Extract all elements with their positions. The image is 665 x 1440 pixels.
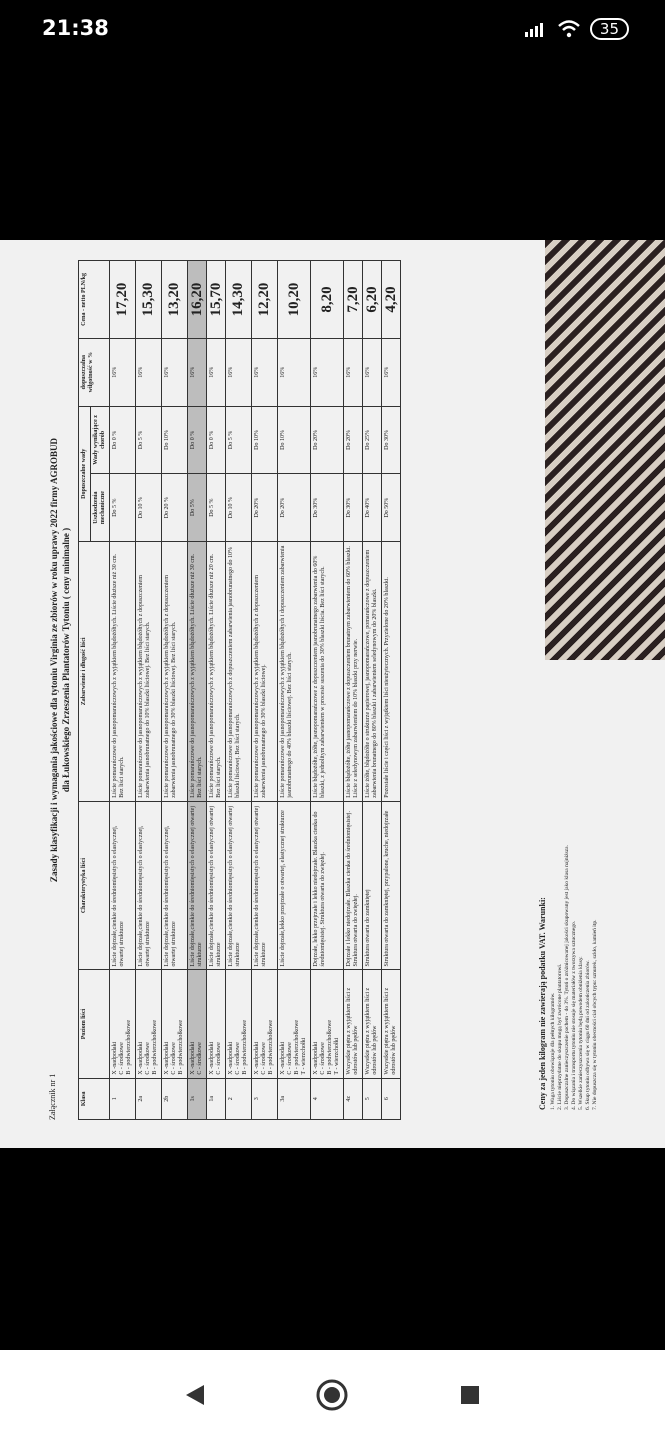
cell-klasa: 1a [207, 1078, 226, 1119]
cell-klasa: 1s [188, 1078, 207, 1119]
cell-uszkodzenia: Do 5 % [110, 474, 136, 542]
cell-wilgotnosc: 16% [162, 338, 188, 406]
recents-button[interactable] [450, 1375, 490, 1415]
cell-cena: 4,20 [382, 261, 401, 339]
status-icons [524, 18, 629, 40]
header-wilgotnosc: dopuszczalna wilgotność w % [79, 338, 110, 406]
table-row [311, 261, 344, 1120]
cell-wilgotnosc: 16% [188, 338, 207, 406]
document-title [48, 310, 72, 1010]
annex-label: Załącznik nr 1 [48, 1073, 57, 1120]
cell-charakterystyka: Struktura otwarta do zamkniętej [363, 801, 382, 970]
cell-charakterystyka: Struktura otwarta do zamkniętej, przypalone, kruche, niedojrzałe [382, 801, 401, 970]
cell-wilgotnosc: 16% [311, 338, 344, 406]
title-line-1: Zasady klasyfikacji i wymagania jakościowe dla tytoniu Virginia ze zbiorów w roku uprawy 2022 firmy AGROBUD [49, 437, 59, 883]
cell-wady: Do 20% [344, 406, 363, 474]
cell-wilgotnosc: 16% [252, 338, 278, 406]
table-row [136, 261, 162, 1120]
cell-uszkodzenia: Do 30% [344, 474, 363, 542]
cell-charakterystyka: Liście dojrzałe,lekko przejrzałe o otwartej, elastycznej strukturze [278, 801, 311, 970]
cell-zabarwienie: Liście pomarańczowe do jasnopomarańczowych z wyjątkiem błądożółtych z dopuszczeniem zabarwienia jasnobrunatnego do 30% blaszki liściowej. Bez liści starych. [162, 541, 188, 801]
cell-uszkodzenia: Do 10 % [226, 474, 252, 542]
cell-cena: 13,20 [162, 261, 188, 339]
status-bar [0, 0, 665, 60]
back-icon [184, 1383, 206, 1407]
cell-uszkodzenia: Do 10 % [136, 474, 162, 542]
cell-charakterystyka: Liście dojrzałe,cienkie do średniomięsistych o elastycznej, otwartej strukturze [162, 801, 188, 970]
table-body [110, 261, 401, 1120]
cell-charakterystyka: Liście dojrzałe,cienkie do średniomięsistych o elastycznej otwartej strukturze [252, 801, 278, 970]
wifi-icon [558, 20, 580, 38]
cell-charakterystyka: Dojrzałe i lekko niedojrzałe. Blaszka cienka do średniomięsistej. Struktura otwarta do zwięzłej. [344, 801, 363, 970]
note-item: 7. Nie dopuszcza się w tytoniu obecności ciał obcych typu: sznurek, szkło, kamień itp. [592, 919, 598, 1110]
cell-poziom: X -nadpodaki C - środkowe [188, 970, 207, 1078]
cell-poziom: X -nadpodaki C - środkowe [207, 970, 226, 1078]
header-klasa: Klasa [79, 1078, 110, 1119]
notes-list [550, 260, 599, 1110]
battery-icon: 35 [590, 18, 629, 40]
cell-cena: 15,30 [136, 261, 162, 339]
signal-icon [524, 21, 548, 37]
cell-zabarwienie: Liście pomarańczowe do jasnopomarańczowych z wyjątkiem błądożółtych. Liście dłuższe niż 20 cm. Bez liści starych. [207, 541, 226, 801]
note-item: 5. Wszelkie zanieczyszczenia tytoniu będą powodem obniżenia klasy. [578, 956, 584, 1110]
table-row [162, 261, 188, 1120]
table-row [110, 261, 136, 1120]
cell-poziom: X -nadpodaki C - środkowe B - podwierzchołkowe [110, 970, 136, 1078]
cell-uszkodzenia: Do 20% [278, 474, 311, 542]
back-button[interactable] [175, 1375, 215, 1415]
cell-charakterystyka: Liście dojrzałe,cienkie do średniomięsistych o elastycznej otwartej strukturze [226, 801, 252, 970]
cell-wady: Do 10% [252, 406, 278, 474]
cell-wady: Do 0 % [188, 406, 207, 474]
cell-poziom: Wszystkie piętra z wyjątkiem liści z odrostów lub pędów [363, 970, 382, 1078]
cell-charakterystyka: Dojrzałe, lekko przejrzałe i lekko niedojrzałe. Blaszka cienka do średniomięsistej. Struktura otwarta do zwięzłej. [311, 801, 344, 970]
cell-wilgotnosc: 16% [363, 338, 382, 406]
cell-charakterystyka: Liście dojrzałe,cienkie do średniomięsistych o elastycznej, otwartej strukturze [110, 801, 136, 970]
cell-wady: Do 0 % [110, 406, 136, 474]
table-row [278, 261, 311, 1120]
header-wady: Wady wynikające z chorób [91, 406, 110, 474]
header-zabarwienie: Zabarwienie i długość liści [79, 541, 110, 801]
cell-wady: Do 10% [162, 406, 188, 474]
cell-poziom: X -nadpodaki C - środkowe B - podwierzchołkowe [252, 970, 278, 1078]
cell-poziom: X -nadpodaki C - środkowe B - podwierzchołkowe T - wierzchołki [311, 970, 344, 1078]
cell-klasa: 3 [252, 1078, 278, 1119]
title-line-2: dla Łukowskiego Zrzeszenia Plantatorów Tytoniu ( ceny minimalne ) [61, 527, 71, 793]
cell-cena: 6,20 [363, 261, 382, 339]
cell-klasa: 1 [110, 1078, 136, 1119]
cell-wady: Do 5 % [226, 406, 252, 474]
header-cena: Cena - netto PLN/kg [79, 261, 110, 339]
table-row [382, 261, 401, 1120]
cell-zabarwienie: Liście żółte, błądożółte o strukturze papierowej, jasnopomarańczowe, pomarańczowe z dopuszczeniem zabarwienia brunatnego do 80% blaszki i zabarwieniem seledynowym do 20% blaszki. [363, 541, 382, 801]
note-item: 3. Dopuszczalne zanieczyszczenie pachem - do 3%. Tytoń o zróżnicowanej jakości skupowany jest jako klasa najniższa. [564, 845, 570, 1110]
cell-wilgotnosc: 16% [207, 338, 226, 406]
cell-charakterystyka: Liście dojrzałe,cienkie do średniomięsistych o elastycznej, otwartej strukturze [136, 801, 162, 970]
header-uszkodzenia: Uszkodzenia mechaniczne [91, 474, 110, 542]
rotated-document [38, 250, 638, 1120]
cell-klasa: 4 [311, 1078, 344, 1119]
table-row [344, 261, 363, 1120]
cell-cena: 10,20 [278, 261, 311, 339]
cell-cena: 7,20 [344, 261, 363, 339]
cell-poziom: Wszystkie piętra z wyjątkiem liści z odrostów lub pędów [344, 970, 363, 1078]
cell-uszkodzenia: Do 5% [188, 474, 207, 542]
cell-cena: 15,70 [207, 261, 226, 339]
table-header-row [79, 261, 91, 1120]
cell-cena: 8,20 [311, 261, 344, 339]
cell-cena: 12,20 [252, 261, 278, 339]
recents-icon [459, 1384, 481, 1406]
cell-zabarwienie: Liście błądożółte, żółte jasnopomarańczowe z dopuszczeniem brunatnym zabarwieniem do 60% blaszki. Liście z seledynowym zabarwieniem do 10% blaszki przy nerwie. [344, 541, 363, 801]
cell-cena: 17,20 [110, 261, 136, 339]
classification-table [78, 260, 401, 1120]
cell-wady: Do 30% [382, 406, 401, 474]
document-photo [0, 240, 665, 1148]
cell-uszkodzenia: Do 40% [363, 474, 382, 542]
header-poziom: Poziom liści [79, 970, 110, 1078]
cell-zabarwienie: Liście pomarańczowe do jasnopomarańczowych z dopuszczeniem zabarwienia jasnobrunatnego do 10% blaszki liściowej. Bez liści starych. [226, 541, 252, 801]
cell-cena: 14,30 [226, 261, 252, 339]
cell-klasa: 5 [363, 1078, 382, 1119]
cell-klasa: 6 [382, 1078, 401, 1119]
cell-uszkodzenia: Do 5 % [207, 474, 226, 542]
cell-wilgotnosc: 16% [110, 338, 136, 406]
status-time: 21:38 [42, 16, 109, 40]
table-row [252, 261, 278, 1120]
note-item: 2. Liście nieprzydatne do skupu mogą być zwrócone plantatorowi. [557, 963, 563, 1110]
cell-wady: Do 25% [363, 406, 382, 474]
cell-zabarwienie: Liście pomarańczowe do jasnopomarańczowych z wyjątkiem błądożółtych. Liście dłuższe niż 30 cm. Bez liści starych. [188, 541, 207, 801]
cell-uszkodzenia: Do 20% [252, 474, 278, 542]
cell-wilgotnosc: 16% [278, 338, 311, 406]
note-item: 4. Do wiązania i transportu tytoniu nie stosuje się materiałów z tworzywa sztucznego. [571, 920, 577, 1110]
home-button[interactable] [312, 1375, 352, 1415]
cell-zabarwienie: Liście pomarańczowe do jasnopomarańczowych z wyjątkiem błądożółtych. Liście dłuższe niż 30 cm. Bez liści starych. [110, 541, 136, 801]
cell-klasa: 2a [136, 1078, 162, 1119]
cell-cena: 16,20 [188, 261, 207, 339]
header-dopuszczalne-wady: Dopuszczalne wady [79, 406, 91, 541]
home-icon [315, 1378, 349, 1412]
cell-wady: Do 0 % [207, 406, 226, 474]
navigation-bar [0, 1350, 665, 1440]
cell-wilgotnosc: 16% [344, 338, 363, 406]
cell-wilgotnosc: 16% [226, 338, 252, 406]
note-item: 6. Skup tytoniu odbywa się w ciągu 60 dni od zakończenia zbiorów. [585, 960, 591, 1110]
cell-wady: Do 10% [278, 406, 311, 474]
cell-uszkodzenia: Do 30% [311, 474, 344, 542]
table-row [363, 261, 382, 1120]
cell-zabarwienie: Pozostałe liście i części liści z wyjątkiem liści nieużytecznych. Przyzielone do 20% blaszki. [382, 541, 401, 801]
cell-zabarwienie: Liście pomarańczowe do jasnopomarańczowych z wyjątkiem błądożółtych z dopuszczeniem zabarwienia jasnobrunatnego do 10% blaszki liściowej. Bez liści starych. [136, 541, 162, 801]
header-charakterystyka: Charakterystyka liści [79, 801, 110, 970]
prices-heading: Ceny za jeden kilogram nie zawierają podatku VAT. Warunki: [538, 897, 547, 1110]
cell-klasa: 2 [226, 1078, 252, 1119]
cell-uszkodzenia: Do 20 % [162, 474, 188, 542]
cell-wady: Do 20% [311, 406, 344, 474]
cell-uszkodzenia: Do 50% [382, 474, 401, 542]
cell-zabarwienie: Liście pomarańczowe do jasnopomarańczowych z wyjątkiem błądożółtych i dopuszczeniem zabarwienia jasnobrunatnego do 40% blaszki liściowej. Bez liści starych. [278, 541, 311, 801]
cell-poziom: X -nadpodaki C - środkowe B - podwierzchołkowe [162, 970, 188, 1078]
cell-wilgotnosc: 16% [136, 338, 162, 406]
cell-poziom: Wszystkie piętra z wyjątkiem liści z odrostów lub pędów [382, 970, 401, 1078]
cell-charakterystyka: Liście dojrzałe,cienkie do średniomięsistych o elastycznej otwartej strukturze [207, 801, 226, 970]
cell-klasa: 3a [278, 1078, 311, 1119]
table-row [207, 261, 226, 1120]
cell-klasa: 2b [162, 1078, 188, 1119]
cell-klasa: 4z [344, 1078, 363, 1119]
cell-zabarwienie: Liście błądożółte, żółte, jasnopomarańczowe z dopuszczeniem jasnobrunatnego zabarwienia do 60% blaszki, z jednolitym zabarwieniem w procesie suszenia do 30% blaszki liścia. Bez liści starych. [311, 541, 344, 801]
cell-zabarwienie: Liście pomarańczowe do jasnopomarańczowych z wyjątkiem błądożółtych z dopuszczeniem zabarwienia jasnobrunatnego do 30% blaszki liściowej. [252, 541, 278, 801]
table-row [226, 261, 252, 1120]
cell-poziom: X -nadpodaki C - środkowe B - podwierzchołkowe T - wierzchołki [278, 970, 311, 1078]
table-row [188, 261, 207, 1120]
note-item: 1. Waga tytoniu obowiązuje dla pełnych kilogramów. [550, 992, 556, 1110]
cell-poziom: X -nadpodaki C - środkowe B - podwierzchołkowe [226, 970, 252, 1078]
cell-wilgotnosc: 16% [382, 338, 401, 406]
cell-charakterystyka: Liście dojrzałe,cienkie do średniomięsistych o elastycznej otwartej strukturze [188, 801, 207, 970]
cell-poziom: X -nadpodaki C - środkowe B - podwierzchołkowe [136, 970, 162, 1078]
cell-wady: Do 5 % [136, 406, 162, 474]
